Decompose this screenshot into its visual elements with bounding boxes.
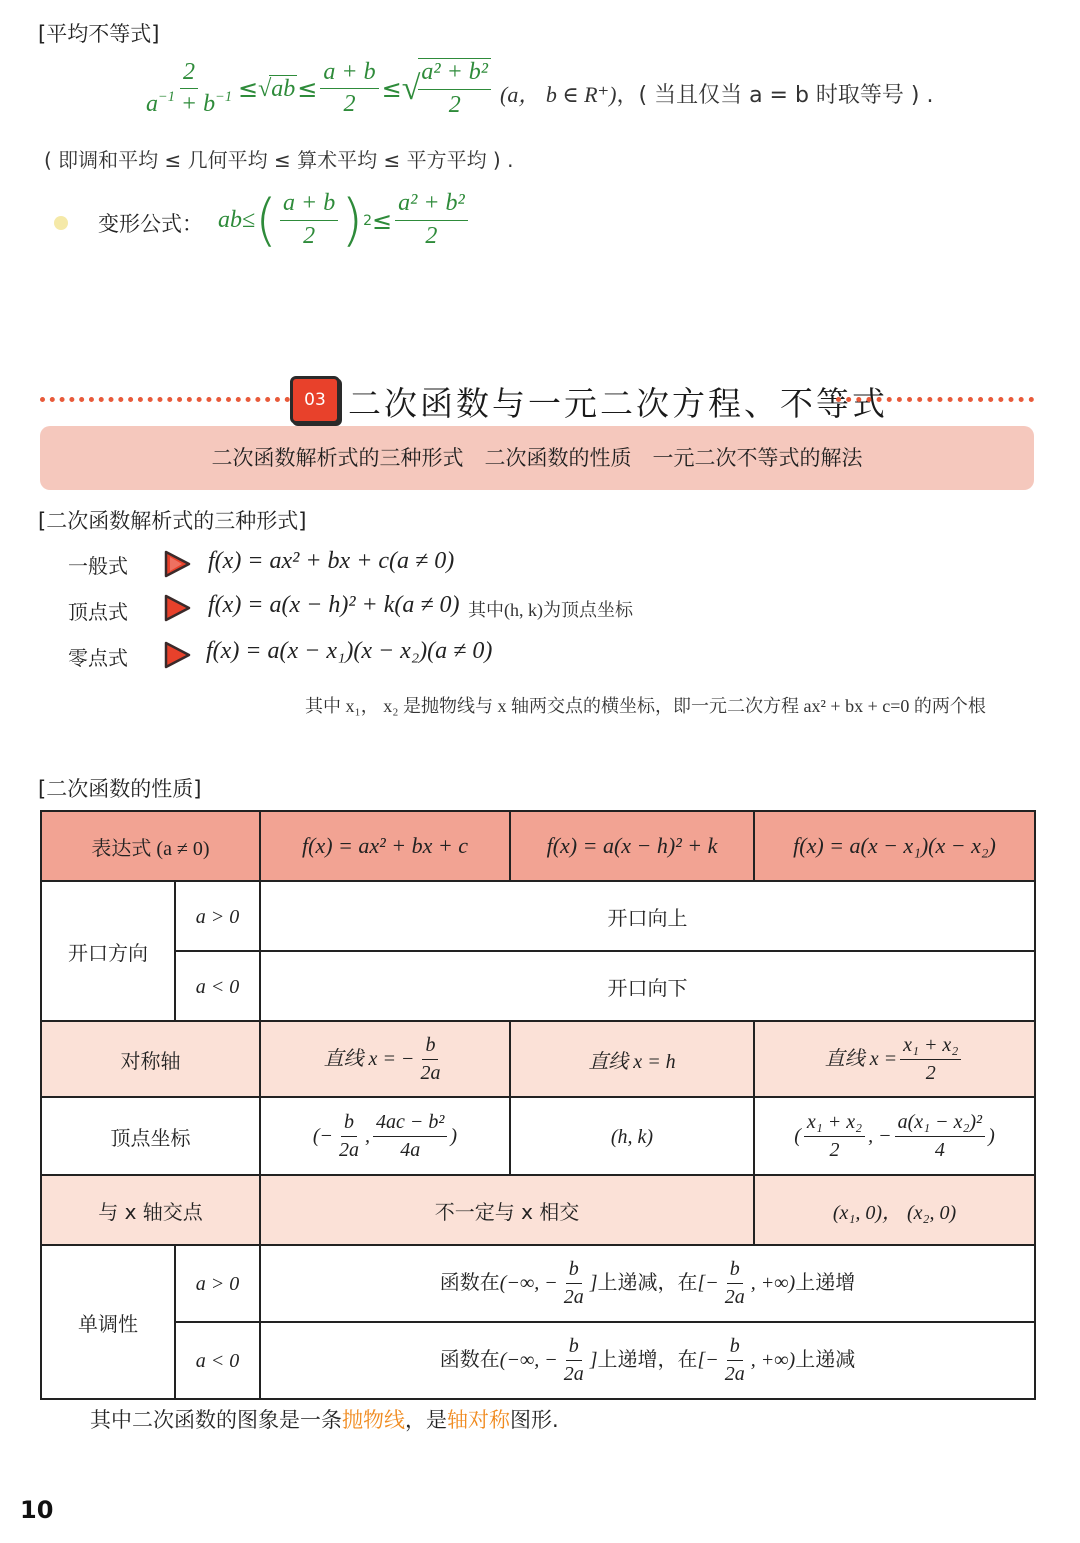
mono-pos-cond-text: a > 0 [195, 1273, 240, 1295]
header-expression-text: 表达式 (a ≠ 0) [91, 837, 210, 860]
mono-neg-n2: b [727, 1335, 743, 1361]
header-general-text: f(x) = ax² + bx + c [302, 833, 468, 858]
header-zero [754, 811, 1035, 881]
formula-den-2b: 2 [448, 91, 461, 118]
mean-ineq-explain: ( 即调和平均 ≤ 几何平均 ≤ 算术平均 ≤ 平方平均 ) . [44, 148, 514, 172]
mono-pos-bo: [− [697, 1272, 719, 1294]
mono-pos-n2: b [727, 1258, 743, 1284]
form-vertex-label: 顶点式 [68, 600, 128, 624]
mean-ineq-condition [500, 78, 934, 109]
form-general-label: 一般式 [68, 554, 128, 578]
vertex-zero-n1: x₁ + x₂ [804, 1111, 865, 1137]
form-vertex-formula: f(x) = a(x − h)² + k(a ≠ 0) [208, 592, 460, 618]
vertex-zero: ( $\frac{\text{x₁ + x₂}}{2}$ , − $\frac{\text{a(x₁ − x₂)²}}{4}$ ) [754, 1097, 1035, 1175]
formula-domain: (a， b ∈ R⁺) [500, 82, 617, 107]
table-row [41, 1097, 1035, 1175]
mono-pos-dec: 上递减 [597, 1270, 658, 1294]
opening-pos-cond [175, 881, 260, 951]
header-expression [41, 811, 260, 881]
section-title: 二次函数与一元二次方程、不等式 [348, 384, 888, 423]
vertex-label: 顶点坐标 [41, 1097, 260, 1175]
mean-ineq-formula: $\frac{2}{a^{-1} + b^{-1}}$ ≤ √ab ≤ $\frac{a + b}{2}$ ≤ √ $\frac{\text{a² + b²}}{2}$ [140, 58, 494, 119]
formula-den-2a: 2 [343, 91, 356, 118]
le-sign-2: ≤ [297, 74, 318, 103]
header-vertex [510, 811, 754, 881]
axis-vertex [510, 1021, 754, 1097]
mono-neg-bo: [− [697, 1349, 719, 1371]
props-heading: [二次函数的性质] [38, 777, 202, 801]
mono-pos-inc: 上递增 [795, 1270, 856, 1294]
mono-neg-cond-text: a < 0 [195, 1350, 240, 1372]
footer-mid: ，是 [405, 1408, 447, 1432]
footer-pre: 其中二次函数的图象是一条 [90, 1408, 342, 1432]
mono-neg-cond [175, 1322, 260, 1399]
axis-general [260, 1021, 510, 1097]
header-vertex-text: f(x) = a(x − h)² + k [546, 833, 718, 858]
form-vertex-note: 其中(h, k)为顶点坐标 [468, 600, 633, 620]
sup-inv-b: −1 [215, 89, 233, 106]
opening-neg-cond [175, 951, 260, 1021]
page-number: 10 [20, 1496, 54, 1524]
axis-zero-prefix: 直线 x = [824, 1047, 898, 1070]
mono-pos-cond [175, 1245, 260, 1322]
mono-neg-n1: b [566, 1335, 582, 1361]
mono-neg-mid: ，在 [657, 1347, 698, 1371]
vertex-zero-d2: 4 [934, 1138, 945, 1161]
mono-neg-fn: 函数在 [439, 1347, 500, 1371]
opening-down: 开口向下 [260, 951, 1035, 1021]
mono-neg-d2: 2a [724, 1363, 745, 1385]
table-row [41, 881, 1035, 951]
mono-pos-d2: 2a [724, 1286, 745, 1308]
table-row [41, 1245, 1035, 1322]
mono-pos-text [260, 1245, 1035, 1322]
variant-ab: ab≤ [218, 207, 256, 233]
mono-pos-bc: ] [589, 1272, 598, 1294]
opening-label: 开口方向 [41, 881, 175, 1021]
sup-inv-a: −1 [158, 89, 175, 106]
header-zero-text: f(x) = a(x − x₁)(x − x₂) [793, 833, 996, 858]
vertex-general: (− $\frac{b}{2a}$ , $\frac{\text{4ac − b²}}{4a}$ ) [260, 1097, 510, 1175]
vertex-vertex [510, 1097, 754, 1175]
vertex-general-d2: 4a [400, 1138, 421, 1161]
axis-label: 对称轴 [41, 1021, 260, 1097]
props-footer [90, 1404, 559, 1434]
axis-zero-den: 2 [925, 1061, 936, 1084]
opening-pos-cond-text: a > 0 [195, 905, 240, 928]
formula-aplusb: a + b [320, 59, 378, 90]
vertex-general-n2: 4ac − b² [373, 1111, 447, 1137]
axis-zero [754, 1021, 1035, 1097]
formula-b: b [203, 91, 216, 118]
table-row [41, 1175, 1035, 1245]
variant-aplusb: a + b [280, 190, 338, 221]
opening-up: 开口向上 [260, 881, 1035, 951]
mono-pos-mid: ，在 [657, 1270, 698, 1294]
axis-general-prefix: 直线 x = − [323, 1047, 415, 1070]
axis-general-den: 2a [420, 1061, 441, 1084]
vertex-zero-n2: a(x₁ − x₂)² [895, 1111, 985, 1137]
vertex-zero-d1: 2 [829, 1138, 840, 1161]
mono-pos-d1: 2a [563, 1286, 584, 1308]
xaxis-general: 不一定与 x 相交 [260, 1175, 754, 1245]
forms-footnote: 其中 x₁， x₂ 是抛物线与 x 轴两交点的横坐标，即一元二次方程 ax² + bx + c=0 的两个根 [305, 696, 986, 716]
section-number-badge: 03 [290, 376, 340, 424]
formula-a: a [146, 91, 158, 118]
mono-neg-inc: 上递增 [597, 1347, 658, 1371]
variant-label: 变形公式： [98, 212, 203, 236]
formula-sqrt-ab: ab [271, 75, 296, 102]
le-sign-3: ≤ [381, 74, 402, 103]
topics-bar: 二次函数解析式的三种形式 二次函数的性质 一元二次不等式的解法 [40, 426, 1034, 490]
vertex-general-d1: 2a [339, 1138, 360, 1161]
axis-general-num: b [422, 1034, 438, 1060]
footer-post: 图形. [510, 1408, 559, 1432]
mono-pos-right: , +∞) [750, 1272, 796, 1294]
mono-pos-n1: b [566, 1258, 582, 1284]
mono-neg-right: , +∞) [750, 1349, 796, 1371]
condition-text: ，( 当且仅当 a = b 时取等号 ) . [616, 83, 934, 108]
header-general [260, 811, 510, 881]
table-header-row [41, 811, 1035, 881]
axis-vertex-text: 直线 x = h [588, 1050, 676, 1073]
mono-label: 单调性 [41, 1245, 175, 1399]
mono-neg-d1: 2a [563, 1363, 584, 1385]
mono-neg-left: (−∞, − [499, 1349, 558, 1371]
form-zero-label: 零点式 [68, 646, 128, 670]
table-row [41, 1021, 1035, 1097]
variant-le: ≤ [372, 206, 393, 235]
play-arrow-icon [162, 593, 192, 623]
mono-neg-bc: ] [589, 1349, 598, 1371]
axis-zero-num: x₁ + x₂ [900, 1034, 961, 1060]
variant-den-2a: 2 [303, 223, 316, 249]
forms-heading: [二次函数解析式的三种形式] [38, 509, 307, 533]
mono-neg-text [260, 1322, 1035, 1399]
formula-two: 2 [180, 59, 198, 90]
bullet-dot [54, 216, 68, 230]
vertex-vertex-text: (h, k) [610, 1125, 654, 1148]
play-arrow-icon [162, 640, 192, 670]
mono-pos-fn: 函数在 [439, 1270, 500, 1294]
footer-highlight-symmetric: 轴对称 [447, 1408, 510, 1432]
formula-a2b2: a² + b² [418, 59, 491, 90]
banner-dots-left [40, 397, 290, 402]
mono-pos-left: (−∞, − [499, 1272, 558, 1294]
play-arrow-icon [162, 549, 192, 579]
opening-neg-cond-text: a < 0 [195, 975, 240, 998]
mean-ineq-heading: [平均不等式] [38, 22, 160, 46]
variant-den-2b: 2 [425, 223, 438, 249]
variant-a2b2: a² + b² [395, 190, 468, 221]
xaxis-zero-text: (x₁, 0)， (x₂, 0) [832, 1201, 957, 1224]
table-row [41, 951, 1035, 1021]
banner-dots-right [836, 397, 1034, 402]
mono-neg-dec: 上递减 [795, 1347, 856, 1371]
xaxis-zero [754, 1175, 1035, 1245]
form-zero-formula: f(x) = a(x − x₁)(x − x₂)(a ≠ 0) [206, 638, 493, 664]
vertex-general-n1: b [341, 1111, 357, 1137]
le-sign-1: ≤ [238, 74, 259, 103]
form-general-formula: f(x) = ax² + bx + c(a ≠ 0) [208, 548, 455, 574]
table-row [41, 1322, 1035, 1399]
properties-table [40, 810, 1036, 1400]
footer-highlight-parabola: 抛物线 [342, 1408, 405, 1432]
variant-formula: ab≤ ( $\frac{a + b}{2}$ ) 2 ≤ $\frac{\text{a² + b²}}{2}$ [218, 188, 471, 253]
xaxis-label: 与 x 轴交点 [41, 1175, 260, 1245]
